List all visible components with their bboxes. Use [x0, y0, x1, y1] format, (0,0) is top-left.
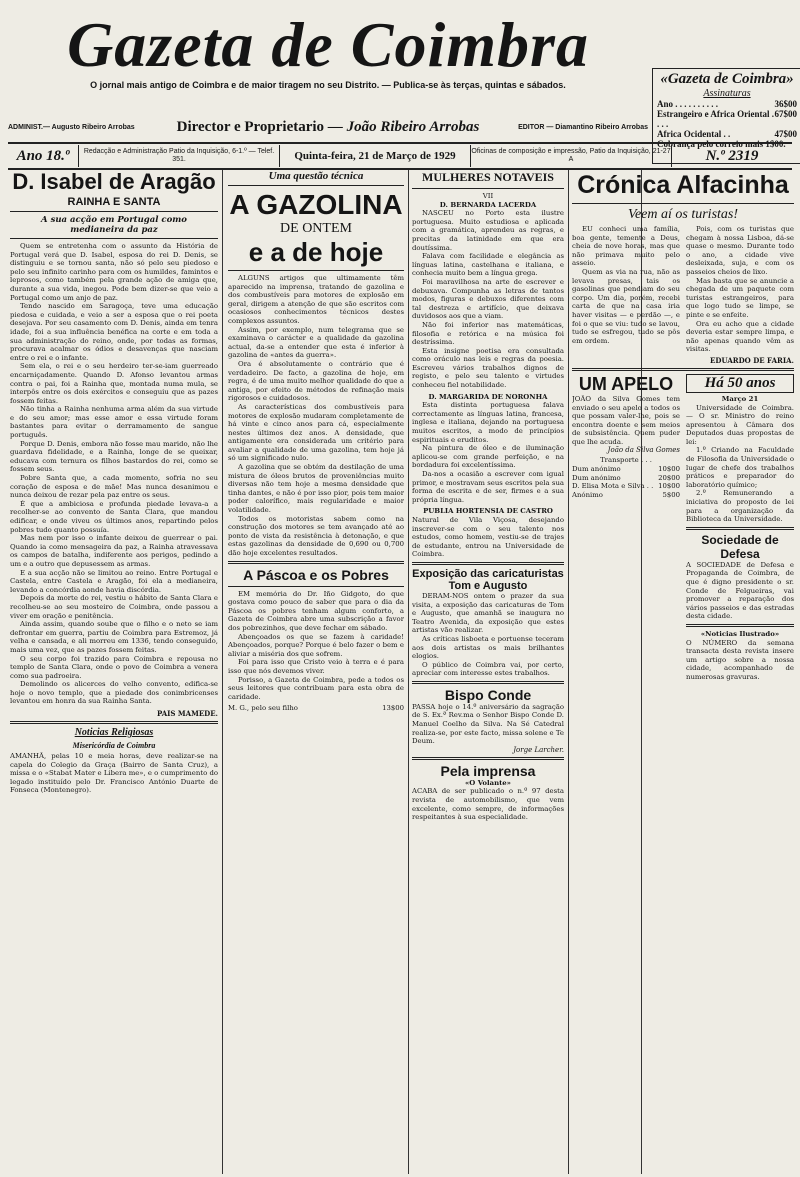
person-name: D. MARGARIDA DE NORONHA [428, 392, 548, 401]
article-gazolina [228, 170, 404, 1170]
subscription-row: Ano . . . . . . . . . . 36$00 [657, 99, 797, 109]
section-title: MULHERES NOTAVEIS [422, 170, 554, 184]
column-rule [568, 170, 569, 1174]
section-number: VII [482, 192, 494, 200]
donation-row: M. G., pelo seu filho 13$00 [228, 704, 404, 713]
misericordia-body: AMANHÃ, pelas 10 e meia horas, deve realizar-se na capela do Colegio da Graça (Bairro de Santa Cruz), a missa e o «Stabat Mater e Libera me», e o cumprimento do legado instituído pelo Dr. Francisco António Duarte de Fonseca (Montenegro). [10, 752, 218, 795]
section-title: Há 50 anos [686, 374, 794, 393]
pascoa-body: EM memória do Dr. Iño Gidgoto, do que gostava como pouco de saber que para o dia da Páscoa os pobres tenham algum conforto, a Gazeta de Coimbra abre uma subscrição a favor dos pobrezinhos, que deve fechar em sábado. Abençoados os que se fazem à caridade! Abençoados, porque? Porque é belo fazer o bem e aliviar a miséria dos que sofrem. Foi para isso que Cristo veio à terra e é para isso que nós devemos viver. Porisso, a Gazeta de Coimbra, pede a todos os seus leitores que contribuam para esta obra de caridade. [228, 589, 404, 701]
subscription-row: Estrangeiro e Africa Oriental . . . . 67$00 [657, 109, 797, 129]
apelo-column [572, 374, 680, 682]
article-isabel [10, 170, 218, 1170]
section-title: Noticias Religiosas [74, 727, 154, 739]
article-body: EU conheci uma família, boa gente, temente a Deus, cheia de nove horas, mas que não primava muito pelo asseio. Quem as via na rua, não as levava presas, tais os gasolinas que pendiam do seu corpo. Um dia, porém, recebi carta de que na casa iria haver visitas — e perdão —, e foi o que se viu: tudo se lavou, tudo se esfregou, tudo se pôs em ordem. Pois, com os turistas que chegam à nossa Lisboa, dá-se quase o mesmo. Durante todo o ano, a cidade vive desleixada, suja, e com os passeios cheios de lixo. Mas basta que se anuncie a chegada de um paquete com turistas estrangeiros, para que logo tudo se limpe, se pinte e se enfeite. Ora eu acho que a cidade deveria estar sempre limpa, e não apenas quando vêm as visitas. [572, 225, 794, 354]
redaction-address: Redacção e Administração Patio da Inquisição, 6-1.º — Telef. 351. [79, 145, 280, 167]
newspaper-subtitle: O jornal mais antigo de Coimbra e de maior tiragem no seu Distrito. — Publica-se às terças, quintas e sábados. [90, 80, 566, 90]
volante-body: ACABA de ser publicado o n.º 97 desta revista de automobilismo, que vem excelente, como sempre, de informações respeitantes à sua especialidade. [412, 787, 564, 822]
subsection-title: Misericórdia de Coimbra [72, 741, 156, 751]
article-kicker: A sua acção em Portugal como medianeira da paz [41, 215, 187, 235]
ilustrado-body: O NÚMERO da semana transacta desta revista insere um artigo sobre a nossa cidade, acompanhado de numerosas gravuras. [686, 638, 794, 681]
donation-row: Anónimo 5$00 [572, 490, 680, 499]
subscription-subtitle: Assinaturas [703, 88, 751, 99]
donation-row: Dum anónimo 10$00 [572, 465, 680, 474]
person-name: PUBLIA HORTENSIA DE CASTRO [423, 507, 553, 516]
column-rule [408, 170, 409, 1174]
masthead [8, 4, 648, 112]
article-cronica [572, 170, 794, 1170]
apelo-body: JOÃO da Silva Gomes tem enviado o seu apelo a todos os que possam valer-lhe, pois se encontra doente e sem meios de subsistência. Quem puder que lhe acuda. [572, 394, 680, 446]
info-bar [8, 142, 792, 170]
subscription-row: Cobrança pelo correio mais 1$00. [657, 139, 786, 149]
donation-list-title: Transporte . . . [600, 456, 652, 465]
history-column [686, 374, 794, 682]
donation-row: D. Elisa Mota e Silva . . 10$00 [572, 482, 680, 491]
newspaper-title: Gazeta de Coimbra [67, 9, 589, 80]
masthead-credits [8, 119, 648, 136]
subsection-title: «O Volante» [465, 778, 511, 787]
history-body: Universidade de Coimbra.— O sr. Ministro do reino apresentou à Câmara dos Deputados duas propostas de lei: 1.º Criando na Faculdade de Filosofia da Universidade o lugar de chefe dos trabalhos práticos e preparador do laboratório químico; 2.º Remunerando a iniciativa do proposto de lei para a organização da Biblioteca da Universidade. [686, 403, 794, 524]
article-title: A GAZOLINA [229, 189, 403, 220]
article-signature: Jorge Larcher. [513, 745, 564, 754]
expo-body: DERAM-NOS ontem o prazer da sua visita, a exposição das caricaturas de Tom e Augusto, que amanhã se inaugura no Teatro Avenida, da exposição que estes artistas vão realizar. As críticas lisboeta e portuense teceram aos dois artistas os mais brilhantes elogios. O público de Coimbra vai, por certo, apreciar com interesse estes trabalhos. [412, 591, 564, 678]
donation-row: Dum anónimo 20$00 [572, 473, 680, 482]
section-title: A Páscoa e os Pobres [243, 566, 389, 583]
issue-date: Quinta-feira, 21 de Março de 1929 [280, 145, 471, 167]
bispo-body: PASSA hoje o 14.º aniversário da sagração de S. Ex.ª Rev.ma o Senhor Bispo Conde D. Manuel Coelho da Silva. Na Sé Catedral realiza-se, por este facto, missa solene e Te Deum. [412, 702, 564, 746]
printing-address: Oficinas de composição e impressão, Patio da Inquisição, 21-27 A [471, 145, 672, 167]
person-name: D. BERNARDA LACERDA [439, 200, 537, 209]
article-mulheres [412, 170, 564, 1170]
subscription-row: Africa Ocidental . . 47$00 [657, 129, 797, 139]
year-of-publication: Ano 18.º [8, 145, 79, 167]
article-body: ALGUNS artigos que ultimamente têm aparecido na imprensa, tratando de gazolina e dos combustíveis para motores de explosão em geral, dirigem a atenção de que são escritos com ocasiosos conhecimentos técnicos destes complexos assuntos. Assim, por exemplo, num telegrama que se examinava o carácter e a qualidade da gazolina actual, da-se a entender que esta é inferior à gazolina de «antes da guerra». Ora é absolutamente o contrário que é verdadeiro. De facto, a gazolina de hoje, em regra, é de uma muito melhor qualidade do que a antiga, por efeito de métodos de refinação mais rigorosos e cuidadosos. As características dos combustíveis para motores de explosão mudaram completamente de há vinte e cinco anos para cá, especialmente nestes últimos dez anos. A densidade, que antigamente era considerada um critério para avaliar a qualidade de uma gazolina, tem hoje já só um significado nulo. A gazolina que se obtém da destilação de uma mistura de óleos brutos de proveniências muito diversas não tem hoje a mesma densidade que tinha dantes, e não é por isso pior, pois tem maior poder calorífico, mais regularidade e maior volatilidade. Todos os motoristas sabem como na construção dos motores se tem avançado até ao ponto de vista da resistência à detonação, e que estas gazolinas da densidade de 0,690 ou 0,700 dão hoje excelentes resultados. [228, 274, 404, 557]
subsection-title: «Noticias Ilustrado» [700, 629, 780, 638]
lower-right-columns [572, 374, 794, 682]
article-subtitle: Veem aí os turistas! [627, 207, 739, 222]
section-title: Bispo Conde [444, 686, 532, 703]
article-body: NASCEU no Porto esta ilustre portuguesa. Muito estudiosa e aplicada com a gramática, aprendeu as regras, e precitas da latinidade em que era doutíssima. Falava com facilidade e elegância as línguas latina, castelhana e italiana, e conhecia muito bem a língua grega. Foi maravilhosa na arte de escrever e debuxava. Compunha as letras de tantos modos, figuras e debuxos diferentes com tal destreza e artifício, que deixava duvidosos aos que a viam. Não foi inferior nas matemáticas, filosofia e retórica e na música foi destríssima. Esta insigne poetisa era consultada como oráculo nas leis e regras da poesia. Escreveu vários trabalhos dignos de registo, e pelo seu talento e virtudes conheceu fiel notabilidade. [412, 209, 564, 390]
article-subtitle: DE ONTEM [280, 221, 352, 236]
section-title: UM APELO [578, 373, 674, 394]
section-title: Sociedade de Defesa [701, 532, 779, 561]
defesa-body: A SOCIEDADE de Defesa e Propaganda de Coimbra, de que é digno presidente o sr. Conde de Felgueiras, vai promover a reparação dos vários passeios e das estradas desta cidade. [686, 560, 794, 621]
section-title: Pela imprensa [440, 762, 536, 779]
section-title: Exposição das caricaturistas Tom e Augusto [412, 567, 564, 592]
administrator: ADMINIST.— Augusto Ribeiro Arrobas [8, 124, 135, 131]
editor: EDITOR — Diamantino Ribeiro Arrobas [518, 124, 648, 131]
article-kicker: Uma questão técnica [268, 170, 364, 182]
column-rule [222, 170, 223, 1174]
issue-number: N.º 2319 [705, 147, 759, 164]
subscription-title: «Gazeta de Coimbra» [660, 71, 794, 87]
history-date: Março 21 [721, 394, 759, 403]
article-subtitle: RAINHA E SANTA [67, 196, 161, 208]
article-signature: EDUARDO DE FARIA. [710, 355, 794, 365]
article-title: D. Isabel de Aragão [12, 170, 216, 194]
article-subtitle-2: e a de hoje [248, 237, 384, 267]
article-body: Quem se entretenha com o assunto da História de Portugal verá que D. Isabel, esposa do rei D. Denis, se distinguiu e se tornou santa, não só pelo seu piedoso e pelo seu infinito carinho para com os humildes, famintos e leprosos, como também pela grande ação de amiga que, durante a sua vida, inegou. Pode bem dizer-se que veio a Portugal como um anjo de paz. Tendo nascido em Saragoça, teve uma educação piedosa e cuidada, e veio a ser a esposa que o rei poeta desejava. Por seu casamento com D. Denis, ainda em tenra idade, foi a sua influência benéfica na corte e em toda a sua administração do reino, onde, por todas as formas, procurava acalmar os ódios e desavenças que nasciam entre o rei e o infante. Sem ela, o rei e o seu herdeiro ter-se-iam guerreado encarniçadamente. Quando D. Afonso levantou armas contra o pai, foi a Rainha que, montada numa mula, se interpôs entre os dois exércitos e conseguiu que as pazes fossem feitas. Não tinha a Rainha nenhuma arma além da sua virtude e do seu amor; mas esse amor e essa virtude foram bastantes para evitar o derramamento de sangue português. Porque D. Denis, embora não fosse mau marido, não lhe guardava fidelidade, e a Rainha, longe de se queixar, educava com ternura os filhos bastardos do rei, como se fossem seus. Pobre Santa que, a cada momento, sofria no seu coração de esposa e de mãe! Mas nunca desanimou e nunca deixou de rezar pela paz entre os seus. É que a ambiciosa e profunda piedade levava-a a recolher-se ao convento de Santa Clara, que mandou edificar, e onde viveu os últimos anos, repartindo pelos pobres tudo quanto possuía. Mas nem por isso o infante deixou de guerrear o pai. Quando ia como mensageira da paz, a Rainha atravessava os campos de batalha, indiferente aos perigos, pedindo a um e a outro que depusessem as armas. E a sua acção não se limitou ao reino. Entre Portugal e Castela, entre Castela e Aragão, foi ela a medianeira, levando a concórdia aonde havia discórdia. Depois da morte do rei, vestiu o hábito de Santa Clara e recolheu-se ao seu mosteiro de Coimbra, onde passou a viver em oração e penitência. Ainda assim, quando soube que o filho e o neto se iam defrontar em guerra, partiu de Coimbra para Estremoz, já velha e cansada, e ali morreu em 1336, tendo conseguido, mais uma vez, que as pazes fossem feitas. O seu corpo foi trazido para Coimbra e repousa no templo de Santa Clara, onde o povo de Coimbra a venera como sua padroeira. Demolindo os alicerces do velho convento, edifica-se hoje o novo templo, que a piedade dos conimbricenses levantou em honra da sua Rainha Santa. [10, 242, 218, 706]
publia-body: Natural de Vila Viçosa, desejando inscrever-se com o seu talento nos estudos, como homem, vestiu-se de trajes de estudante, entrou na Universidade de Coimbra. [412, 515, 564, 559]
article-body-2: Esta distinta portuguesa falava correctamente as línguas latina, francesa, inglesa e italiana, dejando na portuguesa muitos escritos, a modo de princípios espirituais e eruditos. Na pintura de óleo e de iluminação aplicou-se com grande perfeição, e na bordadura foi excelentíssima. Da-nos a ocasião a escrever com igual primor, e mostravam seus escritos pela sua forma de escrita e de ser, firmes e a sua própria língua. [412, 401, 564, 504]
director-name: João Ribeiro Arrobas [346, 119, 480, 135]
article-title: Crónica Alfacinha [577, 171, 789, 199]
article-signature: PAIS MAMEDE. [156, 709, 218, 719]
director-label: Director e Proprietario — [176, 119, 343, 135]
apelo-signature: João da Silva Gomes [607, 446, 680, 455]
